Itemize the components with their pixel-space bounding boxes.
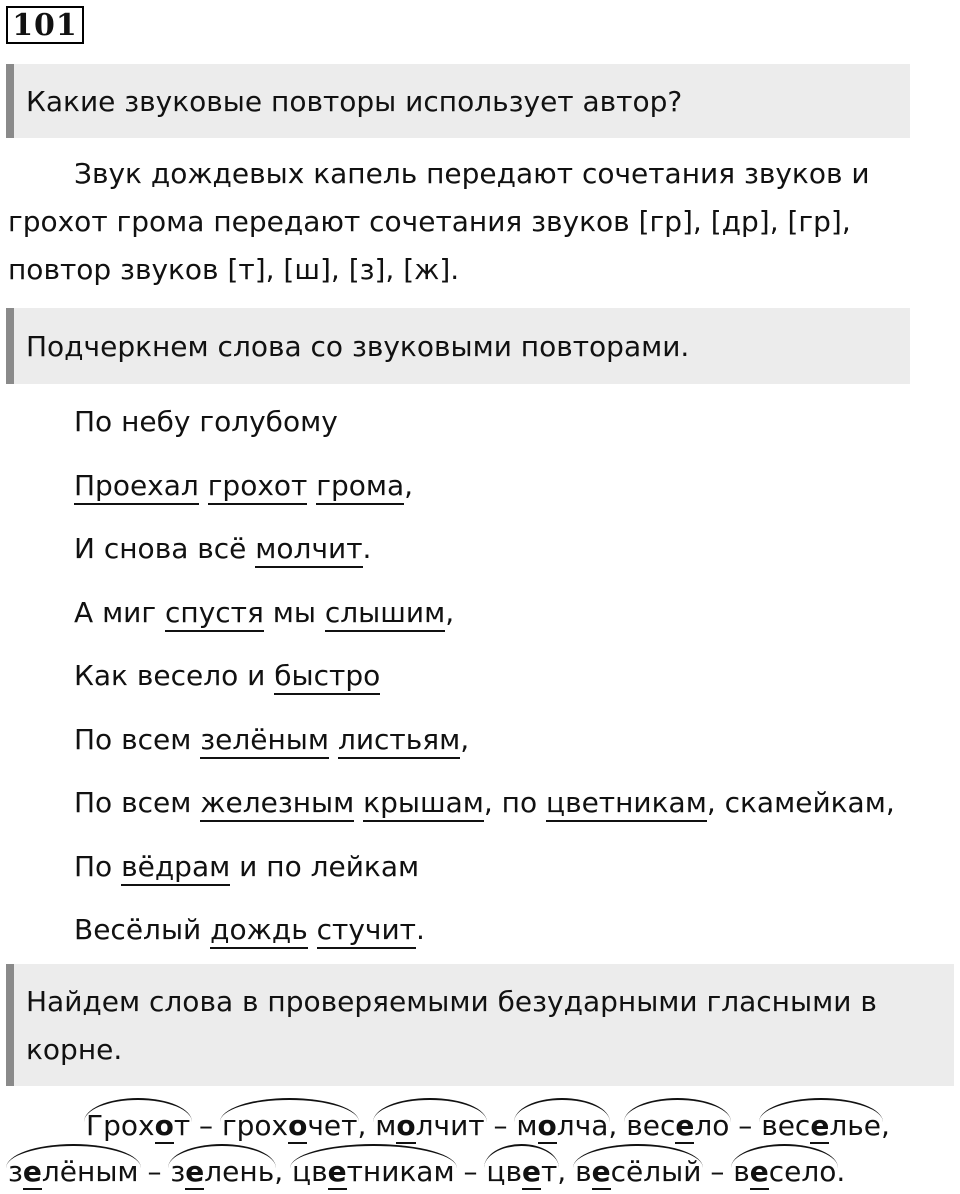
question-3-text: Найдем слова в проверяемыми безударными гласными в корне. xyxy=(26,985,877,1066)
answer-line-3: повтор звуков [т], [ш], [з], [ж]. xyxy=(8,253,460,286)
task-number: 101 xyxy=(6,6,84,44)
underlined-word: быстро xyxy=(274,659,380,695)
word-pairs-line-2: зелёным – зелень, цветникам – цвет, весёлый – весело. xyxy=(8,1152,845,1192)
root-word: весело xyxy=(626,1106,729,1146)
unstressed-vowel: о xyxy=(288,1109,308,1142)
unstressed-vowel: о xyxy=(537,1109,557,1142)
poem xyxy=(74,398,895,970)
question-3 xyxy=(6,964,954,1086)
root-word: молчит xyxy=(375,1106,484,1146)
unstressed-vowel: о xyxy=(396,1109,416,1142)
underlined-word: грома xyxy=(316,469,404,505)
poem-line: И снова всё молчит. xyxy=(74,525,895,589)
unstressed-vowel: е xyxy=(22,1155,42,1188)
underlined-word: слышим xyxy=(325,596,445,632)
unstressed-vowel: е xyxy=(675,1109,695,1142)
underlined-word: спустя xyxy=(165,596,264,632)
word-pairs-line-1: Грохот – грохочет, молчит – молча, весело – веселье, xyxy=(86,1106,890,1146)
poem-line: По всем железным крышам, по цветникам, скамейкам, xyxy=(74,779,895,843)
underlined-word: Проехал xyxy=(74,469,199,505)
root-word: весело xyxy=(733,1152,836,1192)
unstressed-vowel: о xyxy=(154,1109,174,1142)
question-1 xyxy=(6,64,910,138)
underlined-word: крышам xyxy=(363,786,484,822)
root-word: молча xyxy=(516,1106,608,1146)
answer-line-1: Звук дождевых капель передают сочетания звуков и xyxy=(74,157,870,190)
underlined-word: железным xyxy=(200,786,354,822)
underlined-word: стучит xyxy=(317,913,416,949)
root-word: Грохот xyxy=(86,1106,190,1146)
answer-paragraph xyxy=(8,150,928,294)
root-word: зелень xyxy=(170,1152,274,1192)
poem-line: По вёдрам и по лейкам xyxy=(74,843,895,907)
underlined-word: молчит xyxy=(255,532,362,568)
root-word: весёлый xyxy=(575,1152,701,1192)
unstressed-vowel: е xyxy=(521,1155,541,1188)
poem-line: По всем зелёным листьям, xyxy=(74,716,895,780)
root-word: веселье xyxy=(761,1106,881,1146)
underlined-word: листьям xyxy=(338,723,460,759)
root-word: зелёным xyxy=(8,1152,139,1192)
question-2-text: Подчеркнем слова со звуковыми повторами. xyxy=(26,329,690,363)
underlined-word: цветникам xyxy=(546,786,707,822)
question-2 xyxy=(6,308,910,384)
underlined-word: зелёным xyxy=(200,723,329,759)
unstressed-vowel: е xyxy=(185,1155,205,1188)
poem-line: А миг спустя мы слышим, xyxy=(74,589,895,653)
root-word: грохочет xyxy=(222,1106,358,1146)
underlined-word: вёдрам xyxy=(121,850,230,886)
root-word: цветникам xyxy=(292,1152,455,1192)
question-1-text: Какие звуковые повторы использует автор? xyxy=(26,84,683,118)
poem-line: Проехал грохот грома, xyxy=(74,462,895,526)
answer-line-2: грохот грома передают сочетания звуков [гр], [др], [гр], xyxy=(8,205,851,238)
underlined-word: грохот xyxy=(208,469,308,505)
unstressed-vowel: е xyxy=(810,1109,830,1142)
poem-line: По небу голубому xyxy=(74,405,338,438)
unstressed-vowel: е xyxy=(591,1155,611,1188)
underlined-word: дождь xyxy=(210,913,308,949)
root-word: цвет xyxy=(486,1152,557,1192)
poem-line: Как весело и быстро xyxy=(74,652,895,716)
unstressed-vowel: е xyxy=(749,1155,769,1188)
poem-line: Весёлый дождь стучит. xyxy=(74,906,895,970)
unstressed-vowel: е xyxy=(327,1155,347,1188)
